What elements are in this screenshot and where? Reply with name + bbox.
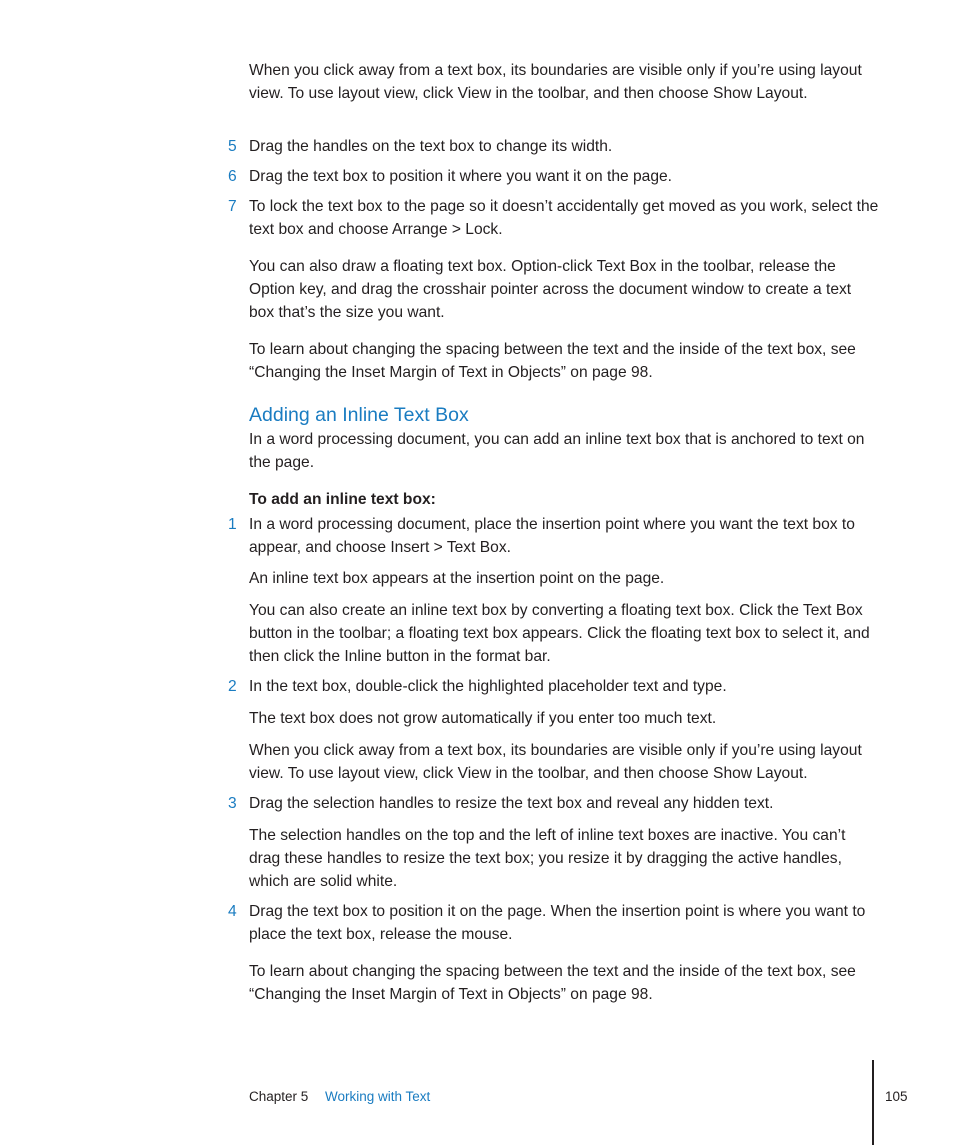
step-text: In the text box, double-click the highlighted placeholder text and type. (249, 678, 727, 695)
step-note: The selection handles on the top and the left of inline text boxes are inactive. You can’t drag these handles to resize the text box; you resize it by dragging the active handles, which are solid white. (249, 827, 846, 890)
section-heading: Adding an Inline Text Box (249, 404, 469, 426)
step-note: When you click away from a text box, its boundaries are visible only if you’re using layout view. To use layout view, click View in the toolbar, and then choose Show Layout. (249, 742, 862, 782)
step-number: 1 (228, 516, 237, 533)
step-number: 6 (228, 168, 237, 185)
intro-paragraph: When you click away from a text box, its boundaries are visible only if you’re using layout view. To use layout view, click View in the toolbar, and then choose Show Layout. (249, 62, 862, 102)
spacing-paragraph: To learn about changing the spacing between the text and the inside of the text box, see “Changing the Inset Margin of Text in Objects” on page 98. (249, 963, 856, 1003)
step-number: 5 (228, 138, 237, 155)
step-note: The text box does not grow automatically if you enter too much text. (249, 710, 717, 727)
step-text: Drag the handles on the text box to change its width. (249, 138, 613, 155)
floating-textbox-paragraph: You can also draw a floating text box. Option-click Text Box in the toolbar, release the Option key, and drag the crosshair pointer across the document window to create a text box that’s the size you want. (249, 258, 852, 321)
section-intro: In a word processing document, you can add an inline text box that is anchored to text on the page. (249, 431, 865, 471)
step-text: Drag the text box to position it where you want it on the page. (249, 168, 673, 185)
step-text: Drag the text box to position it on the page. When the insertion point is where you want to place the text box, release the mouse. (249, 903, 866, 943)
step-text: To lock the text box to the page so it doesn’t accidentally get moved as you work, select the text box and choose Arrange > Lock. (249, 198, 879, 238)
footer-divider (872, 1060, 874, 1145)
step-number: 4 (228, 903, 237, 920)
step-note: You can also create an inline text box by converting a floating text box. Click the Text Box button in the toolbar; a floating text box appears. Click the floating text box to select it, and then click the Inline button in the format bar. (249, 602, 870, 665)
spacing-paragraph: To learn about changing the spacing between the text and the inside of the text box, see “Changing the Inset Margin of Text in Objects” on page 98. (249, 341, 856, 381)
task-title: To add an inline text box: (249, 491, 436, 508)
step-number: 2 (228, 678, 237, 695)
footer-chapter: Chapter 5 (249, 1089, 309, 1104)
step-text: Drag the selection handles to resize the text box and reveal any hidden text. (249, 795, 774, 812)
step-text: In a word processing document, place the insertion point where you want the text box to appear, and choose Insert > Text Box. (249, 516, 855, 556)
page-number: 105 (885, 1089, 908, 1104)
footer-chapter-title-link[interactable]: Working with Text (325, 1089, 431, 1104)
step-number: 7 (228, 198, 237, 215)
step-note: An inline text box appears at the insertion point on the page. (249, 570, 665, 587)
step-number: 3 (228, 795, 237, 812)
